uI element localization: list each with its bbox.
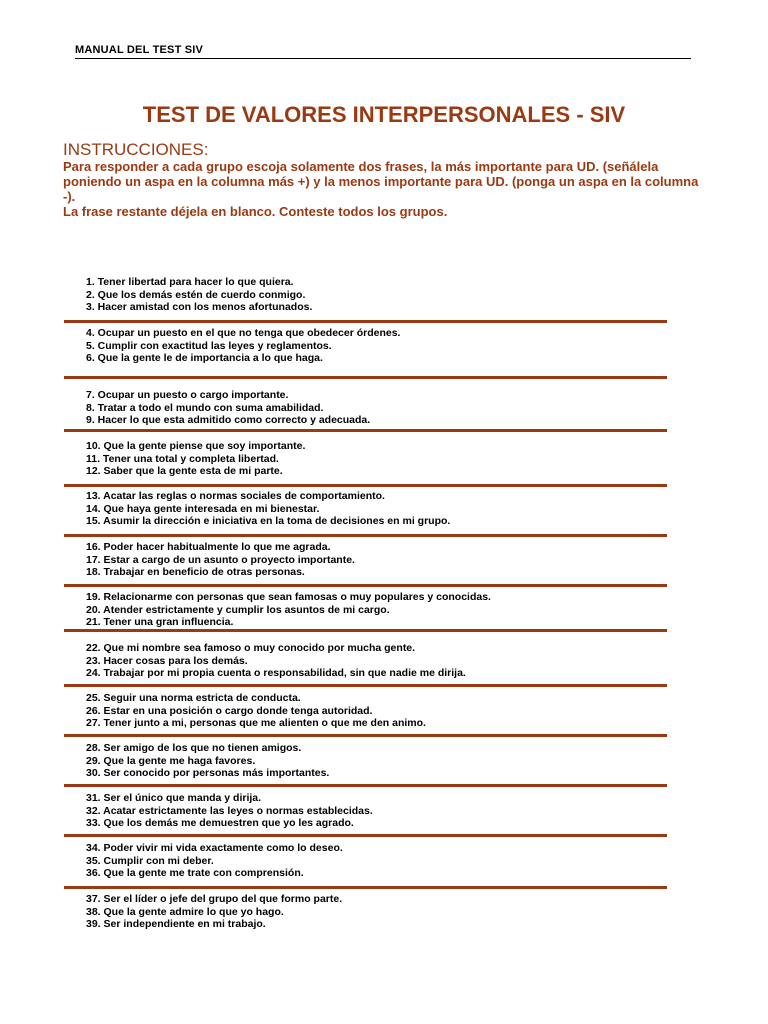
question-item: 6. Que la gente le de importancia a lo que haga. [86, 352, 323, 365]
question-item: 12. Saber que la gente esta de mi parte. [86, 465, 283, 478]
group-divider [64, 684, 667, 687]
question-item: 25. Seguir una norma estricta de conducta. [86, 692, 301, 704]
question-item: 20. Atender estrictamente y cumplir los asuntos de mi cargo. [86, 603, 390, 616]
question-item: 3. Hacer amistad con los menos afortunados. [86, 301, 313, 314]
instructions-line: Para responder a cada grupo escoja solamente dos frases, la más importante para UD. (señálela poniendo un aspa en la columna más +) y la menos importante para UD. (ponga un aspa en la columna -). [63, 159, 699, 204]
question-group [86, 742, 666, 780]
question-item: 23. Hacer cosas para los demás. [86, 654, 248, 667]
group-divider [64, 429, 667, 432]
question-item: 15. Asumir la dirección e iniciativa en la toma de decisiones en mi grupo. [86, 515, 451, 528]
question-item: 13. Acatar las reglas o normas sociales de comportamiento. [86, 490, 385, 502]
group-divider [64, 376, 667, 379]
question-item: 27. Tener junto a mi, personas que me alienten o que me den animo. [86, 717, 426, 730]
instructions-line: La frase restante déjela en blanco. Conteste todos los grupos. [63, 204, 448, 219]
question-item: 21. Tener una gran influencia. [86, 616, 234, 629]
question-item: 11. Tener una total y completa libertad. [86, 452, 279, 465]
question-item: 38. Que la gente admire lo que yo hago. [86, 905, 284, 918]
question-item: 37. Ser el líder o jefe del grupo del que formo parte. [86, 893, 343, 905]
group-divider [64, 886, 667, 889]
question-group [86, 541, 666, 579]
question-group [86, 276, 666, 314]
group-divider [64, 320, 667, 323]
question-item: 10. Que la gente piense que soy importante. [86, 440, 306, 452]
question-item: 22. Que mi nombre sea famoso o muy conocido por mucha gente. [86, 642, 416, 654]
question-item: 26. Estar en una posición o cargo donde tenga autoridad. [86, 704, 373, 717]
question-item: 39. Ser independiente en mi trabajo. [86, 918, 266, 931]
question-group [86, 389, 666, 427]
question-group [86, 642, 666, 680]
question-group [86, 692, 666, 730]
question-group [86, 440, 666, 478]
group-divider [64, 534, 667, 537]
question-group [86, 893, 666, 931]
group-divider [64, 834, 667, 837]
question-item: 29. Que la gente me haga favores. [86, 754, 256, 767]
question-item: 9. Hacer lo que esta admitido como correcto y adecuada. [86, 414, 371, 427]
group-divider [64, 784, 667, 787]
question-item: 17. Estar a cargo de un asunto o proyecto importante. [86, 553, 355, 566]
question-group [86, 842, 666, 880]
question-item: 31. Ser el único que manda y dirija. [86, 792, 262, 804]
question-item: 30. Ser conocido por personas más importantes. [86, 767, 330, 780]
question-item: 8. Tratar a todo el mundo con suma amabilidad. [86, 401, 324, 414]
question-item: 14. Que haya gente interesada en mi bienestar. [86, 502, 320, 515]
question-group [86, 792, 666, 830]
group-divider [64, 629, 667, 632]
instructions-heading: INSTRUCCIONES: [63, 140, 209, 159]
question-item: 1. Tener libertad para hacer lo que quiera. [86, 276, 294, 288]
question-item: 19. Relacionarme con personas que sean famosas o muy populares y conocidas. [86, 591, 491, 603]
page-header: MANUAL DEL TEST SIV [75, 44, 691, 59]
question-group [86, 327, 666, 365]
question-group [86, 591, 666, 629]
question-item: 32. Acatar estrictamente las leyes o normas establecidas. [86, 804, 373, 817]
question-item: 33. Que los demás me demuestren que yo les agrado. [86, 817, 354, 830]
question-item: 16. Poder hacer habitualmente lo que me agrada. [86, 541, 331, 553]
group-divider [64, 734, 667, 737]
question-item: 2. Que los demás estén de cuerdo conmigo. [86, 288, 306, 301]
question-item: 28. Ser amigo de los que no tienen amigos. [86, 742, 302, 754]
group-divider [64, 584, 667, 587]
question-group [86, 490, 666, 528]
question-item: 18. Trabajar en beneficio de otras personas. [86, 566, 305, 579]
question-item: 35. Cumplir con mi deber. [86, 854, 214, 867]
question-item: 7. Ocupar un puesto o cargo importante. [86, 389, 289, 401]
question-item: 4. Ocupar un puesto en el que no tenga que obedecer órdenes. [86, 327, 401, 339]
question-item: 5. Cumplir con exactitud las leyes y reglamentos. [86, 339, 332, 352]
group-divider [64, 484, 667, 487]
question-item: 34. Poder vivir mi vida exactamente como lo deseo. [86, 842, 343, 854]
question-item: 36. Que la gente me trate con comprensión. [86, 867, 304, 880]
question-item: 24. Trabajar por mi propia cuenta o responsabilidad, sin que nadie me dirija. [86, 667, 466, 680]
page-title: TEST DE VALORES INTERPERSONALES - SIV [142, 102, 626, 127]
